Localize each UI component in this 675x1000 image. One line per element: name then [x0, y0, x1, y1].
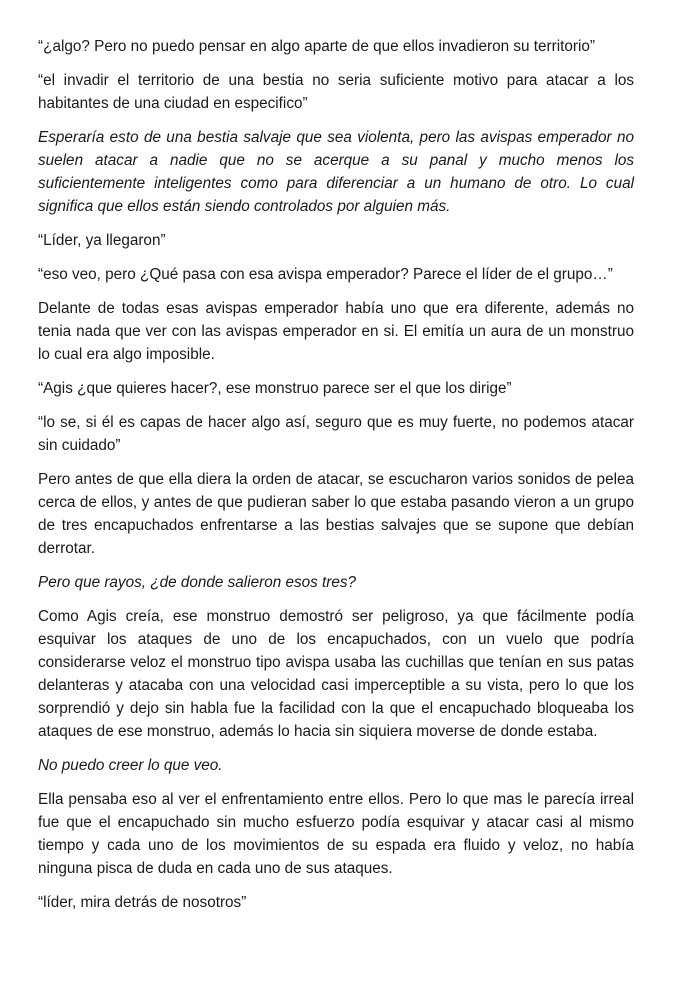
paragraph: Como Agis creía, ese monstruo demostró ser peligroso, ya que fácilmente podía esquivar los ataques de uno de los encapuchados, con un vuelo que podría considerarse veloz el monstruo tipo avispa usaba las cuchillas que tenían en sus patas delanteras y atacaba con una velocidad casi imperceptible a su vista, pero lo que los sorprendió y dejo sin habla fue la facilidad con la que el encapuchado bloqueaba los ataques de ese monstruo, además lo hacia sin siquiera moverse de donde estaba. [38, 608, 634, 740]
paragraph: “eso veo, pero ¿Qué pasa con esa avispa emperador? Parece el líder de el grupo…” [38, 266, 613, 283]
paragraph: “¿algo? Pero no puedo pensar en algo aparte de que ellos invadieron su territorio” [38, 38, 595, 55]
paragraph: Ella pensaba eso al ver el enfrentamiento entre ellos. Pero lo que mas le parecía irreal fue que el encapuchado sin mucho esfuerzo podía esquivar y atacar casi al mismo tiempo y cada uno de los movimientos de su espada era fluido y veloz, no había ninguna pisca de duda en cada uno de sus ataques. [38, 791, 634, 877]
paragraph: No puedo creer lo que veo. [38, 757, 223, 774]
paragraph: “el invadir el territorio de una bestia no seria suficiente motivo para atacar a los habitantes de una ciudad en especifico” [38, 72, 634, 112]
document-page [38, 35, 634, 925]
paragraph: “líder, mira detrás de nosotros” [38, 894, 247, 911]
paragraph: Pero que rayos, ¿de donde salieron esos tres? [38, 574, 357, 591]
paragraph: Delante de todas esas avispas emperador había uno que era diferente, además no tenia nada que ver con las avispas emperador en si. El emitía un aura de un monstruo lo cual era algo imposible. [38, 300, 634, 363]
paragraph: “Líder, ya llegaron” [38, 232, 166, 249]
paragraph: Esperaría esto de una bestia salvaje que sea violenta, pero las avispas emperador no suelen atacar a nadie que no se acerque a su panal y mucho menos los suficientemente inteligentes como para diferenciar a un humano de otro. Lo cual significa que ellos están siendo controlados por alguien más. [38, 129, 634, 215]
paragraph: “Agis ¿que quieres hacer?, ese monstruo parece ser el que los dirige” [38, 380, 512, 397]
paragraph: “lo se, si él es capas de hacer algo así, seguro que es muy fuerte, no podemos atacar sin cuidado” [38, 414, 634, 454]
paragraph: Pero antes de que ella diera la orden de atacar, se escucharon varios sonidos de pelea cerca de ellos, y antes de que pudieran saber lo que estaba pasando vieron a un grupo de tres encapuchados enfrentarse a las bestias salvajes que se supone que debían derrotar. [38, 471, 634, 557]
